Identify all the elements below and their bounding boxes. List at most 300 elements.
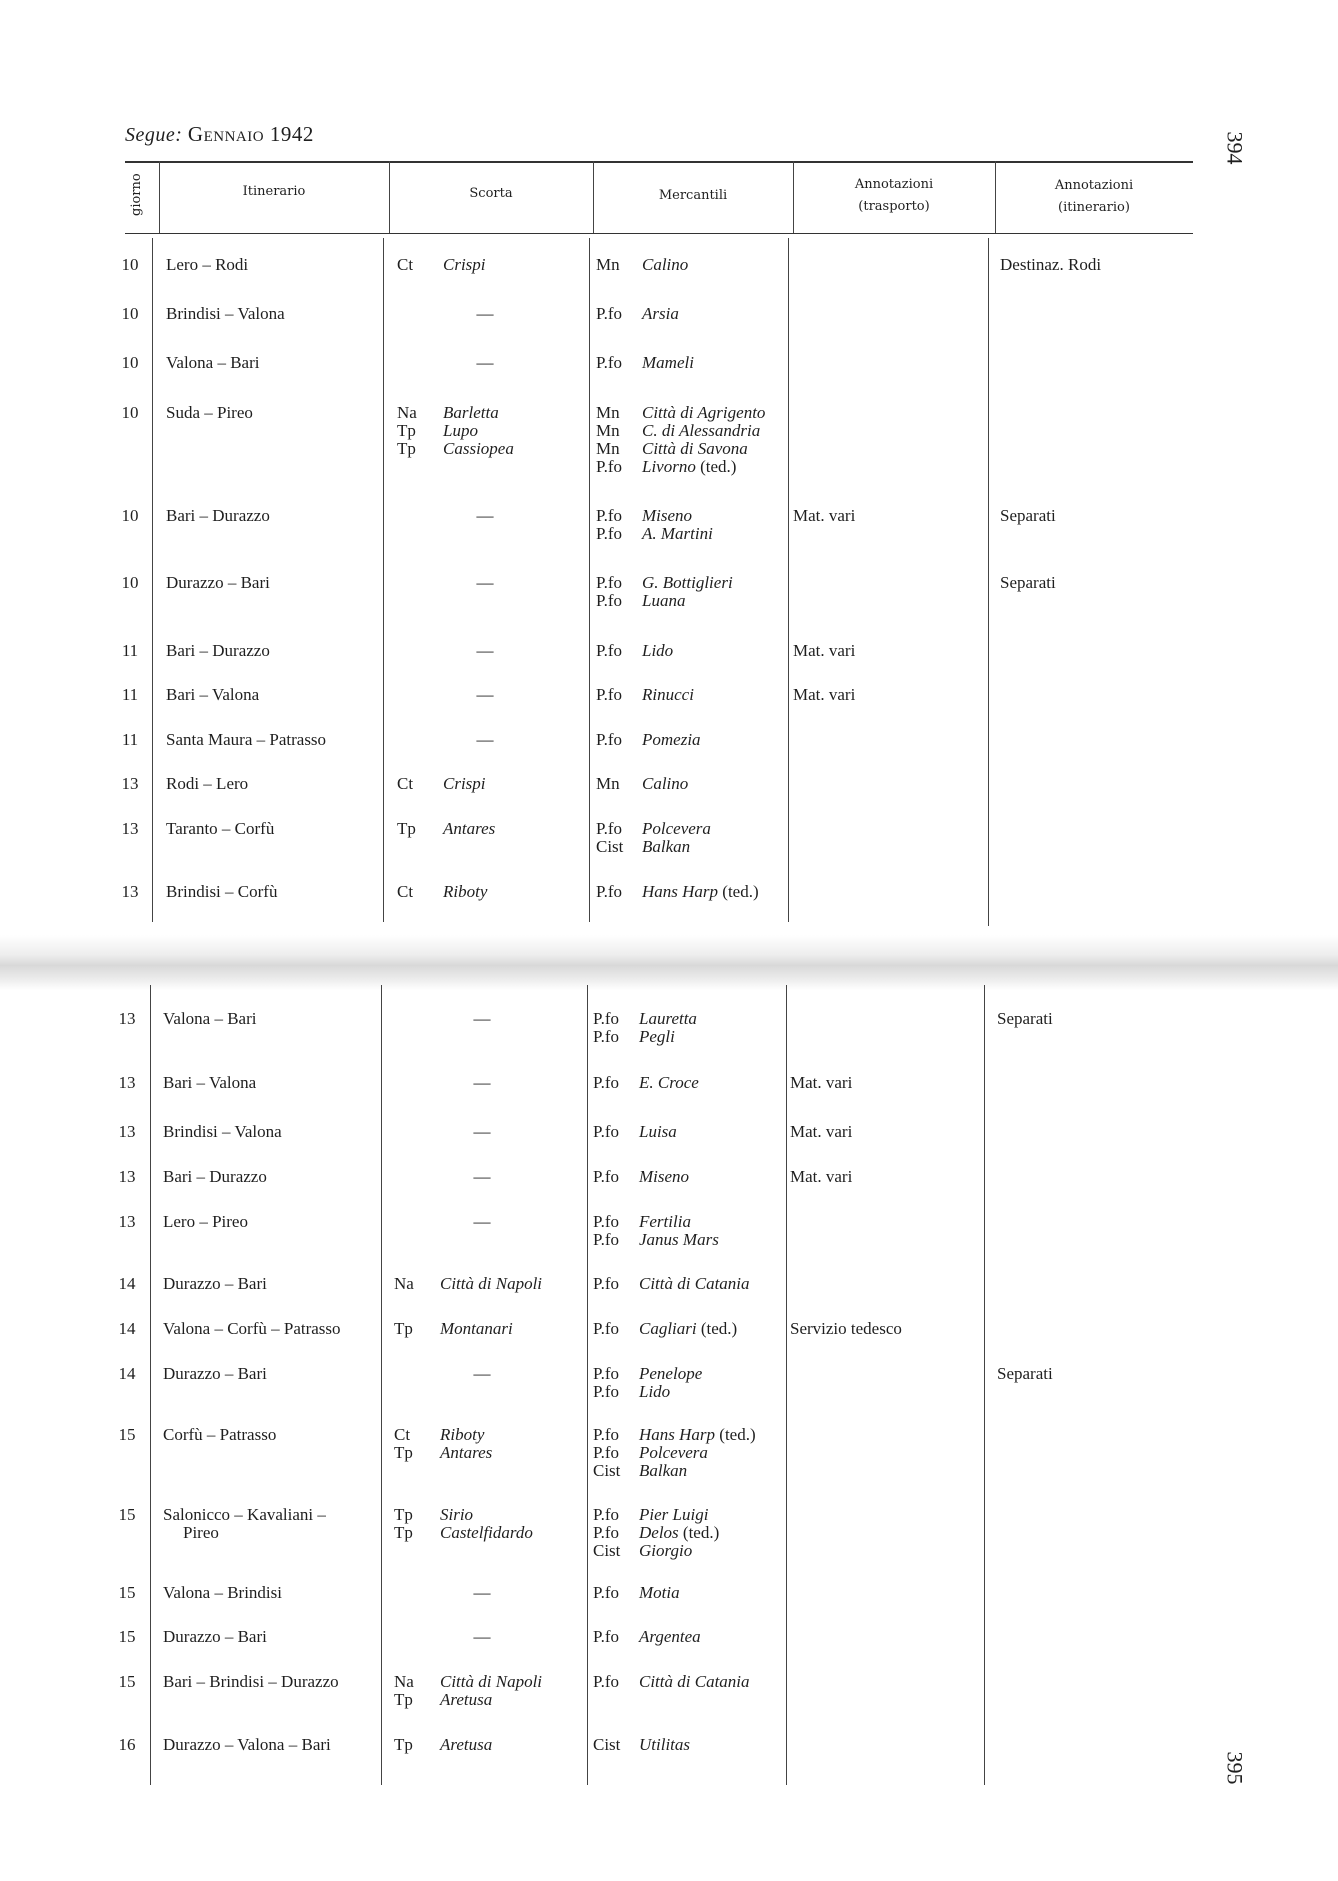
ship-type: Tp (397, 421, 416, 440)
itinerary-cell (166, 305, 285, 323)
day-cell: 14 (118, 1274, 136, 1293)
ship-name: Antares (440, 1443, 493, 1462)
ship-name: Castelfidardo (440, 1523, 533, 1542)
ship-type: Tp (394, 1505, 413, 1524)
ship-flag: (ted.) (696, 1319, 738, 1338)
itinerary-note: Destinaz. Rodi (1000, 255, 1102, 274)
escort-cell (394, 1506, 533, 1542)
itinerary-note: Separati (1000, 506, 1056, 525)
itinerary-cell (163, 1426, 276, 1444)
escort-dash: — (476, 685, 494, 704)
ship-type: Cist (593, 1735, 621, 1754)
merchant-line (596, 404, 765, 422)
ship-name: Mameli (642, 353, 694, 372)
day-cell: 10 (121, 255, 139, 274)
merchant-line (593, 1168, 689, 1186)
day-cell: 10 (121, 573, 139, 592)
column-rule (786, 985, 787, 1785)
escort-cell (394, 1320, 513, 1338)
ship-type: P.fo (593, 1364, 619, 1383)
column-rule (788, 238, 789, 922)
ship-name: Lido (642, 641, 674, 660)
ship-type: P.fo (593, 1274, 619, 1293)
itinerary-line: Brindisi – Valona (163, 1122, 282, 1141)
merchant-line (593, 1365, 702, 1383)
ship-type: Tp (397, 439, 416, 458)
escort-dash: — (473, 1167, 491, 1186)
merchant-line (593, 1584, 680, 1602)
column-rule (383, 238, 384, 922)
merchant-line (593, 1123, 677, 1141)
escort-line (397, 775, 486, 793)
ship-name: Riboty (443, 882, 488, 901)
day-cell: 15 (118, 1505, 136, 1524)
merchant-line (593, 1275, 750, 1293)
ship-name: E. Croce (639, 1073, 699, 1092)
itinerary-line: Bari – Durazzo (166, 641, 270, 660)
merchant-line (596, 256, 688, 274)
merchant-line (596, 775, 688, 793)
ship-name: Lupo (443, 421, 478, 440)
itinerary-line: Durazzo – Valona – Bari (163, 1735, 331, 1754)
escort-line (394, 1673, 542, 1691)
merchant-line (596, 507, 713, 525)
ship-type: Ct (397, 882, 414, 901)
ship-name: Barletta (443, 403, 499, 422)
escort-cell (397, 404, 514, 458)
ship-name: Crispi (443, 774, 486, 793)
ship-name: Pier Luigi (639, 1505, 709, 1524)
merchant-cell (593, 1074, 699, 1092)
itinerary-note: Separati (997, 1364, 1053, 1383)
escort-line (394, 1426, 492, 1444)
day-cell: 13 (121, 774, 139, 793)
ship-type: P.fo (596, 573, 622, 592)
ship-name: Fertilia (639, 1212, 691, 1231)
ship-type: Na (397, 403, 417, 422)
merchant-cell (596, 820, 711, 856)
merchant-cell (596, 507, 713, 543)
escort-line (394, 1736, 492, 1754)
transport-note: Mat. vari (790, 1167, 853, 1186)
merchant-line (596, 354, 694, 372)
merchant-cell (596, 731, 701, 749)
header-giorno: giorno (129, 173, 144, 216)
day-cell: 13 (118, 1167, 136, 1186)
merchant-cell (593, 1275, 750, 1293)
itinerary-cell (166, 574, 270, 592)
column-rule (988, 238, 989, 926)
ship-type: Cist (593, 1541, 621, 1560)
ship-name: Polcevera (642, 819, 711, 838)
header-mercantili: Mercantili (658, 188, 728, 203)
ship-name: Città di Agrigento (642, 403, 766, 422)
column-rule (984, 985, 985, 1785)
ship-name: Hans Harp (642, 882, 719, 901)
ship-name: Balkan (642, 837, 691, 856)
page-number-bottom: 395 (1222, 1751, 1248, 1785)
transport-note: Servizio tedesco (790, 1319, 902, 1338)
ship-type: P.fo (593, 1230, 619, 1249)
merchant-line (596, 422, 765, 440)
itinerary-cell (163, 1213, 248, 1231)
ship-name: Arsia (642, 304, 679, 323)
ship-type: P.fo (596, 591, 622, 610)
itinerary-line: Bari – Durazzo (163, 1167, 267, 1186)
ship-type: P.fo (593, 1425, 619, 1444)
ship-name: Lido (639, 1382, 671, 1401)
merchant-cell (593, 1628, 701, 1646)
ship-flag: (ted.) (715, 1425, 756, 1444)
merchant-cell (596, 686, 694, 704)
day-cell: 15 (118, 1583, 136, 1602)
merchant-line (593, 1628, 701, 1646)
ship-type: Ct (394, 1425, 411, 1444)
escort-cell (397, 256, 486, 274)
ship-name: Riboty (440, 1425, 485, 1444)
merchant-cell (593, 1213, 719, 1249)
ship-type: Tp (397, 819, 416, 838)
escort-cell (397, 820, 495, 838)
ship-name: Luana (642, 591, 686, 610)
escort-line (397, 422, 514, 440)
column-rule (381, 985, 382, 1785)
ship-flag: (ted.) (695, 457, 737, 476)
itinerary-cell (166, 507, 270, 525)
merchant-cell (596, 256, 688, 274)
transport-note: Mat. vari (793, 685, 856, 704)
ship-name: Balkan (639, 1461, 688, 1480)
itinerary-line: Salonicco – Kavaliani – (163, 1505, 326, 1524)
itinerary-cell (166, 820, 274, 838)
merchant-line (593, 1320, 737, 1338)
header-divider (995, 161, 996, 233)
ship-type: Na (394, 1274, 414, 1293)
merchant-line (593, 1028, 697, 1046)
ship-type: P.fo (596, 882, 622, 901)
itinerary-line: Valona – Brindisi (163, 1583, 282, 1602)
ship-type: Mn (596, 774, 620, 793)
itinerary-cell (163, 1365, 267, 1383)
transport-note: Mat. vari (790, 1122, 853, 1141)
ship-type: P.fo (596, 353, 622, 372)
merchant-cell (593, 1506, 719, 1560)
merchant-cell (596, 574, 733, 610)
escort-cell (394, 1426, 492, 1462)
ship-type: Tp (394, 1690, 413, 1709)
merchant-cell (593, 1365, 702, 1401)
escort-line (397, 404, 514, 422)
merchant-line (596, 686, 694, 704)
merchant-cell (596, 883, 759, 901)
itinerary-line: Rodi – Lero (166, 774, 249, 793)
merchant-cell (593, 1673, 750, 1691)
ship-type: Ct (397, 255, 414, 274)
ship-name: Pomezia (642, 730, 701, 749)
day-cell: 11 (121, 641, 139, 660)
merchant-line (596, 440, 765, 458)
day-cell: 13 (118, 1212, 136, 1231)
itinerary-cell (166, 731, 326, 749)
escort-dash: — (476, 573, 494, 592)
escort-cell (394, 1736, 492, 1754)
merchant-cell (593, 1168, 689, 1186)
ship-name: Città di Catania (639, 1672, 750, 1691)
merchant-cell (596, 305, 679, 323)
ship-type: Tp (394, 1443, 413, 1462)
ship-name: Livorno (642, 457, 696, 476)
itinerary-line: Bari – Valona (166, 685, 260, 704)
ship-name: Aretusa (440, 1735, 493, 1754)
merchant-line (596, 642, 673, 660)
day-cell: 10 (121, 506, 139, 525)
itinerary-line: Taranto – Corfù (166, 819, 275, 838)
column-rule (589, 238, 590, 922)
ship-type: P.fo (593, 1027, 619, 1046)
day-cell: 10 (121, 304, 139, 323)
merchant-line (596, 525, 713, 543)
page-number-top: 394 (1222, 131, 1248, 165)
itinerary-line: Santa Maura – Patrasso (166, 730, 327, 749)
header-annot-itinerario: Annotazioni (itinerario) (1054, 178, 1134, 215)
itinerary-note: Separati (1000, 573, 1056, 592)
day-cell: 13 (118, 1122, 136, 1141)
ship-name: Penelope (639, 1364, 703, 1383)
merchant-line (596, 883, 759, 901)
escort-line (394, 1320, 513, 1338)
itinerary-cell (166, 256, 248, 274)
ship-name: Janus Mars (639, 1230, 719, 1249)
ship-type: Mn (596, 421, 620, 440)
header-divider (793, 161, 794, 233)
escort-dash: — (473, 1212, 491, 1231)
escort-line (394, 1275, 542, 1293)
itinerary-cell (163, 1168, 267, 1186)
itinerary-cell (163, 1320, 341, 1338)
merchant-cell (593, 1320, 737, 1338)
ship-name: Calino (642, 774, 689, 793)
ship-type: P.fo (593, 1212, 619, 1231)
itinerary-note: Separati (997, 1009, 1053, 1028)
escort-line (397, 256, 486, 274)
merchant-cell (596, 642, 673, 660)
itinerary-cell (163, 1506, 326, 1542)
ship-name: Città di Napoli (440, 1274, 543, 1293)
running-head (125, 122, 314, 147)
itinerary-line: Lero – Pireo (163, 1212, 248, 1231)
merchant-line (596, 458, 765, 476)
ship-name: Miseno (639, 1167, 690, 1186)
ship-type: Tp (394, 1319, 413, 1338)
itinerary-cell (163, 1673, 339, 1691)
itinerary-line: Bari – Valona (163, 1073, 257, 1092)
merchant-cell (593, 1010, 697, 1046)
day-cell: 15 (118, 1672, 136, 1691)
itinerary-cell (163, 1123, 282, 1141)
merchant-line (596, 305, 679, 323)
ship-name: Calino (642, 255, 689, 274)
table-top-rule (125, 161, 1193, 163)
header-itinerario: Itinerario (242, 184, 306, 199)
ship-name: Lauretta (639, 1009, 697, 1028)
escort-dash: — (476, 506, 494, 525)
itinerary-line: Bari – Brindisi – Durazzo (163, 1672, 339, 1691)
itinerary-line: Durazzo – Bari (163, 1364, 267, 1383)
merchant-line (593, 1383, 702, 1401)
ship-type: Cist (593, 1461, 621, 1480)
ship-name: Città di Napoli (440, 1672, 543, 1691)
ship-type: P.fo (593, 1319, 619, 1338)
itinerary-cell (163, 1736, 331, 1754)
ship-type: P.fo (593, 1167, 619, 1186)
merchant-line (593, 1213, 719, 1231)
merchant-line (593, 1074, 699, 1092)
itinerary-cell (166, 883, 277, 901)
transport-note: Mat. vari (793, 506, 856, 525)
column-rule (150, 985, 151, 1785)
escort-dash: — (473, 1583, 491, 1602)
transport-note: Mat. vari (793, 641, 856, 660)
ship-name: A. Martini (642, 524, 713, 543)
ship-type: P.fo (596, 524, 622, 543)
header-annot-trasporto: Annotazioni (trasporto) (854, 177, 934, 214)
day-cell: 14 (118, 1319, 136, 1338)
ship-type: P.fo (593, 1672, 619, 1691)
ship-type: Tp (394, 1523, 413, 1542)
ship-type: Ct (397, 774, 414, 793)
merchant-line (596, 574, 733, 592)
escort-line (394, 1444, 492, 1462)
ship-name: Luisa (639, 1122, 677, 1141)
ship-type: Tp (394, 1735, 413, 1754)
day-cell: 15 (118, 1425, 136, 1444)
itinerary-line: Suda – Pireo (166, 403, 253, 422)
ship-type: P.fo (596, 506, 622, 525)
ship-type: P.fo (593, 1505, 619, 1524)
escort-dash: — (476, 730, 494, 749)
ship-name: Antares (443, 819, 496, 838)
ship-type: Mn (596, 403, 620, 422)
merchant-cell (593, 1123, 677, 1141)
ship-type: P.fo (593, 1627, 619, 1646)
merchant-line (593, 1231, 719, 1249)
escort-dash: — (473, 1627, 491, 1646)
merchant-line (593, 1010, 697, 1028)
escort-cell (397, 775, 486, 793)
ship-flag: (ted.) (678, 1523, 720, 1542)
page-395 (0, 965, 1338, 1881)
ship-type: P.fo (593, 1073, 619, 1092)
escort-dash: — (476, 641, 494, 660)
escort-dash: — (473, 1122, 491, 1141)
merchant-cell (596, 354, 694, 372)
column-rule (152, 238, 153, 922)
escort-line (394, 1691, 542, 1709)
escort-line (394, 1524, 533, 1542)
escort-cell (394, 1275, 542, 1293)
itinerary-cell (166, 775, 248, 793)
escort-cell (397, 883, 487, 901)
ship-type: P.fo (596, 685, 622, 704)
ship-name: Miseno (642, 506, 693, 525)
ship-name: Motia (639, 1583, 680, 1602)
itinerary-cell (163, 1275, 267, 1293)
header-scorta: Scorta (469, 186, 513, 201)
day-cell: 13 (118, 1073, 136, 1092)
itinerary-line: Durazzo – Bari (166, 573, 270, 592)
ship-name: Argentea (639, 1627, 701, 1646)
merchant-line (593, 1444, 756, 1462)
ship-type: P.fo (593, 1009, 619, 1028)
merchant-line (596, 731, 701, 749)
ship-name: C. di Alessandria (642, 421, 761, 440)
escort-dash: — (476, 304, 494, 323)
day-cell: 15 (118, 1627, 136, 1646)
ship-type: P.fo (593, 1382, 619, 1401)
itinerary-line: Bari – Durazzo (166, 506, 270, 525)
header-divider (593, 161, 594, 233)
ship-name: G. Bottiglieri (642, 573, 733, 592)
ship-type: P.fo (596, 457, 622, 476)
ship-name: Utilitas (639, 1735, 691, 1754)
ship-name: Aretusa (440, 1690, 493, 1709)
itinerary-line: Brindisi – Corfù (166, 882, 278, 901)
day-cell: 13 (121, 819, 139, 838)
merchant-cell (593, 1736, 690, 1754)
escort-line (397, 440, 514, 458)
column-rule (587, 985, 588, 1785)
escort-line (397, 820, 495, 838)
itinerary-line: Valona – Bari (166, 353, 260, 372)
itinerary-line: Brindisi – Valona (166, 304, 285, 323)
itinerary-line: Lero – Rodi (166, 255, 249, 274)
ship-name: Città di Catania (639, 1274, 750, 1293)
itinerary-cell (163, 1010, 256, 1028)
ship-type: P.fo (596, 730, 622, 749)
itinerary-cell (166, 404, 253, 422)
ship-type: Mn (596, 255, 620, 274)
ship-name: Cassiopea (443, 439, 514, 458)
ship-name: Pegli (639, 1027, 675, 1046)
escort-line (397, 883, 487, 901)
ship-type: P.fo (593, 1443, 619, 1462)
day-cell: 11 (121, 685, 139, 704)
itinerary-line: Corfù – Patrasso (163, 1425, 277, 1444)
day-cell: 16 (118, 1735, 136, 1754)
itinerary-cell (163, 1584, 282, 1602)
day-cell: 14 (118, 1364, 136, 1383)
ship-type: P.fo (596, 304, 622, 323)
itinerary-line: Durazzo – Bari (163, 1274, 267, 1293)
ship-flag: (ted.) (718, 882, 759, 901)
day-cell: 10 (121, 353, 139, 372)
running-head-prefix: Segue: (125, 124, 183, 146)
day-cell: 13 (118, 1009, 136, 1028)
header-divider (159, 161, 160, 233)
merchant-line (596, 592, 733, 610)
itinerary-line: Valona – Bari (163, 1009, 257, 1028)
ship-name: Montanari (440, 1319, 513, 1338)
merchant-line (593, 1462, 756, 1480)
day-cell: 10 (121, 403, 139, 422)
ship-name: Giorgio (639, 1541, 693, 1560)
escort-line (394, 1506, 533, 1524)
itinerary-cell (163, 1074, 256, 1092)
itinerary-cell (166, 642, 270, 660)
ship-name: Cagliari (639, 1319, 697, 1338)
merchant-line (593, 1506, 719, 1524)
itinerary-line: Pireo (183, 1523, 219, 1542)
